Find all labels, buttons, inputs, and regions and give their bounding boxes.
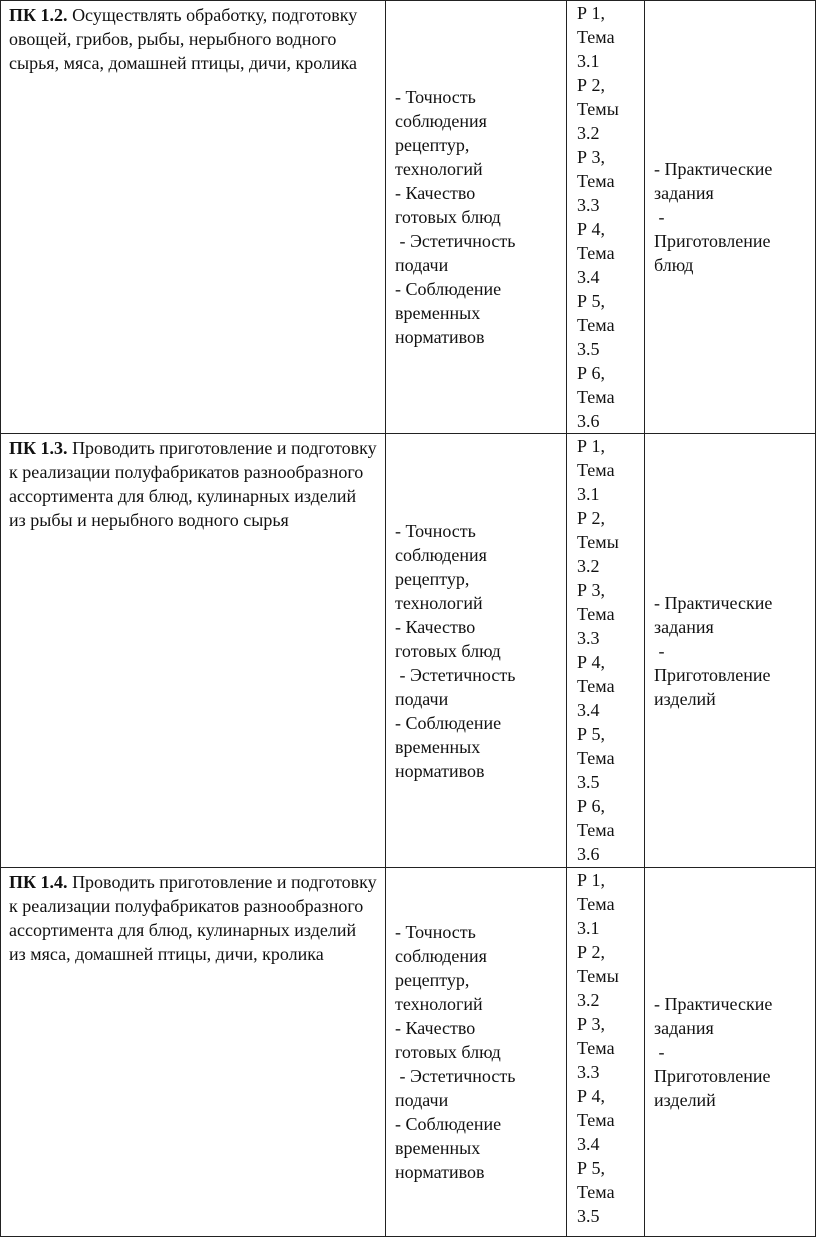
indicators-cell (386, 1, 567, 434)
assessment-form-line: - Практические (654, 994, 773, 1014)
assessment-form-line: задания (654, 183, 714, 203)
sections-list (567, 1, 644, 433)
section-line: Р 5, (577, 1158, 606, 1178)
indicator-line: технологий (395, 592, 483, 613)
indicator-line: - Эстетичность (395, 231, 516, 251)
indicator-line: технологий (395, 159, 483, 179)
section-line: Р 1, (577, 436, 606, 456)
competency-code: ПК 1.3. (9, 438, 68, 458)
section-line: Р 5, (577, 291, 606, 311)
sections-cell (567, 1, 645, 434)
section-line: Р 4, (577, 1086, 606, 1106)
section-line: Тема (577, 171, 615, 191)
section-line: Тема (577, 894, 615, 914)
sections-list (567, 868, 644, 1228)
section-line: Тема (577, 676, 615, 696)
competency-code: ПК 1.2. (9, 5, 68, 25)
indicator-line: готовых блюд (395, 1042, 501, 1062)
assessment-forms-list (645, 591, 815, 711)
indicator-line: готовых блюд (395, 640, 501, 661)
indicator-line: готовых блюд (395, 207, 501, 227)
competency-description: Проводить приготовление и подготовку к реализации полуфабрикатов разнообразного ассортимента для блюд, кулинарных изделий из рыбы и нерыбного водного сырья (9, 438, 377, 530)
section-line: Р 1, (577, 870, 606, 890)
competency-cell (1, 868, 386, 1237)
section-line: Р 4, (577, 219, 606, 239)
section-line: Тема (577, 820, 615, 840)
section-line: Тема (577, 27, 615, 47)
section-line: Тема (577, 1110, 615, 1130)
section-line: Р 3, (577, 1014, 606, 1034)
section-line: Тема (577, 1038, 615, 1058)
indicator-line: временных (395, 1138, 481, 1158)
section-line: Темы (577, 99, 619, 119)
assessment-form-line: - (654, 207, 665, 227)
section-line: Р 6, (577, 796, 606, 816)
indicator-line: временных (395, 736, 481, 757)
section-line: 3.2 (577, 123, 600, 143)
indicator-line: - Качество (395, 183, 476, 203)
section-line: Р 2, (577, 508, 606, 528)
sections-cell (567, 868, 645, 1237)
indicator-line: подачи (395, 1090, 449, 1110)
section-line: Тема (577, 1182, 615, 1202)
sections-list (567, 434, 644, 866)
indicators-list (386, 85, 566, 349)
section-line: Тема (577, 604, 615, 624)
assessment-form-line: Приготовление (654, 1066, 771, 1086)
indicator-line: рецептур, (395, 568, 470, 589)
section-line: 3.2 (577, 556, 600, 576)
section-line: Тема (577, 243, 615, 263)
section-line: Р 1, (577, 3, 606, 23)
section-line: 3.5 (577, 772, 600, 792)
competency-text (1, 1, 385, 75)
indicators-list (386, 519, 566, 783)
section-line: 3.3 (577, 195, 600, 215)
indicator-line: рецептур, (395, 135, 470, 155)
assessment-forms-cell (645, 868, 816, 1237)
indicator-line: временных (395, 303, 481, 323)
sections-cell (567, 434, 645, 868)
indicator-line: - Качество (395, 616, 476, 637)
section-line: 3.4 (577, 700, 600, 720)
section-line: Р 5, (577, 724, 606, 744)
indicator-line: - Эстетичность (395, 1066, 516, 1086)
indicator-line: подачи (395, 688, 449, 709)
indicator-line: технологий (395, 994, 483, 1014)
indicator-line: соблюдения (395, 111, 487, 131)
assessment-form-line: - (654, 1042, 665, 1062)
assessment-form-line: изделий (654, 688, 716, 709)
competency-code: ПК 1.4. (9, 872, 68, 892)
section-line: 3.1 (577, 918, 600, 938)
section-line: 3.4 (577, 267, 600, 287)
section-line: Р 6, (577, 363, 606, 383)
indicator-line: соблюдения (395, 544, 487, 565)
indicator-line: - Точность (395, 520, 476, 541)
assessment-forms-cell (645, 1, 816, 434)
table-row (1, 868, 816, 1237)
table-row (1, 434, 816, 868)
table-row (1, 1, 816, 434)
section-line: 3.2 (577, 990, 600, 1010)
section-line: Темы (577, 532, 619, 552)
indicator-line: нормативов (395, 1162, 485, 1182)
assessment-form-line: блюд (654, 255, 694, 275)
assessment-form-line: - Практические (654, 592, 773, 613)
assessment-form-line: Приготовление (654, 664, 771, 685)
indicator-line: - Качество (395, 1018, 476, 1038)
assessment-form-line: изделий (654, 1090, 716, 1110)
section-line: 3.3 (577, 628, 600, 648)
indicator-line: подачи (395, 255, 449, 275)
competency-description: Осуществлять обработку, подготовку овощей, грибов, рыбы, нерыбного водного сырья, мяса, домашней птицы, дичи, кролика (9, 5, 358, 73)
competency-text (1, 868, 385, 966)
indicator-line: - Точность (395, 87, 476, 107)
section-line: 3.1 (577, 484, 600, 504)
indicator-line: - Эстетичность (395, 664, 516, 685)
section-line: Темы (577, 966, 619, 986)
section-line: Тема (577, 748, 615, 768)
assessment-form-line: - (654, 640, 665, 661)
competency-cell (1, 1, 386, 434)
competency-text (1, 434, 385, 532)
indicator-line: - Соблюдение (395, 712, 502, 733)
section-line: 3.5 (577, 339, 600, 359)
section-line: 3.1 (577, 51, 600, 71)
section-line: 3.6 (577, 411, 600, 431)
assessment-forms-list (645, 157, 815, 277)
indicators-list (386, 920, 566, 1184)
indicator-line: соблюдения (395, 946, 487, 966)
section-line: Р 4, (577, 652, 606, 672)
indicators-cell (386, 868, 567, 1237)
indicator-line: - Точность (395, 922, 476, 942)
section-line: Р 2, (577, 942, 606, 962)
assessment-form-line: Приготовление (654, 231, 771, 251)
section-line: 3.3 (577, 1062, 600, 1082)
section-line: 3.4 (577, 1134, 600, 1154)
table-body (1, 1, 816, 1237)
section-line: Р 3, (577, 147, 606, 167)
indicator-line: - Соблюдение (395, 1114, 502, 1134)
section-line: Тема (577, 315, 615, 335)
indicator-line: нормативов (395, 760, 485, 781)
section-line: Р 3, (577, 580, 606, 600)
competency-cell (1, 434, 386, 868)
assessment-form-line: задания (654, 1018, 714, 1038)
assessment-form-line: - Практические (654, 159, 773, 179)
section-line: Р 2, (577, 75, 606, 95)
assessment-forms-cell (645, 434, 816, 868)
indicator-line: нормативов (395, 327, 485, 347)
indicator-line: рецептур, (395, 970, 470, 990)
competency-description: Проводить приготовление и подготовку к реализации полуфабрикатов разнообразного ассортимента для блюд, кулинарных изделий из мяса, домашней птицы, дичи, кролика (9, 872, 377, 964)
indicators-cell (386, 434, 567, 868)
indicator-line: - Соблюдение (395, 279, 502, 299)
assessment-forms-list (645, 992, 815, 1112)
assessment-form-line: задания (654, 616, 714, 637)
section-line: 3.6 (577, 844, 600, 864)
section-line: Тема (577, 387, 615, 407)
section-line: 3.5 (577, 1206, 600, 1226)
section-line: Тема (577, 460, 615, 480)
